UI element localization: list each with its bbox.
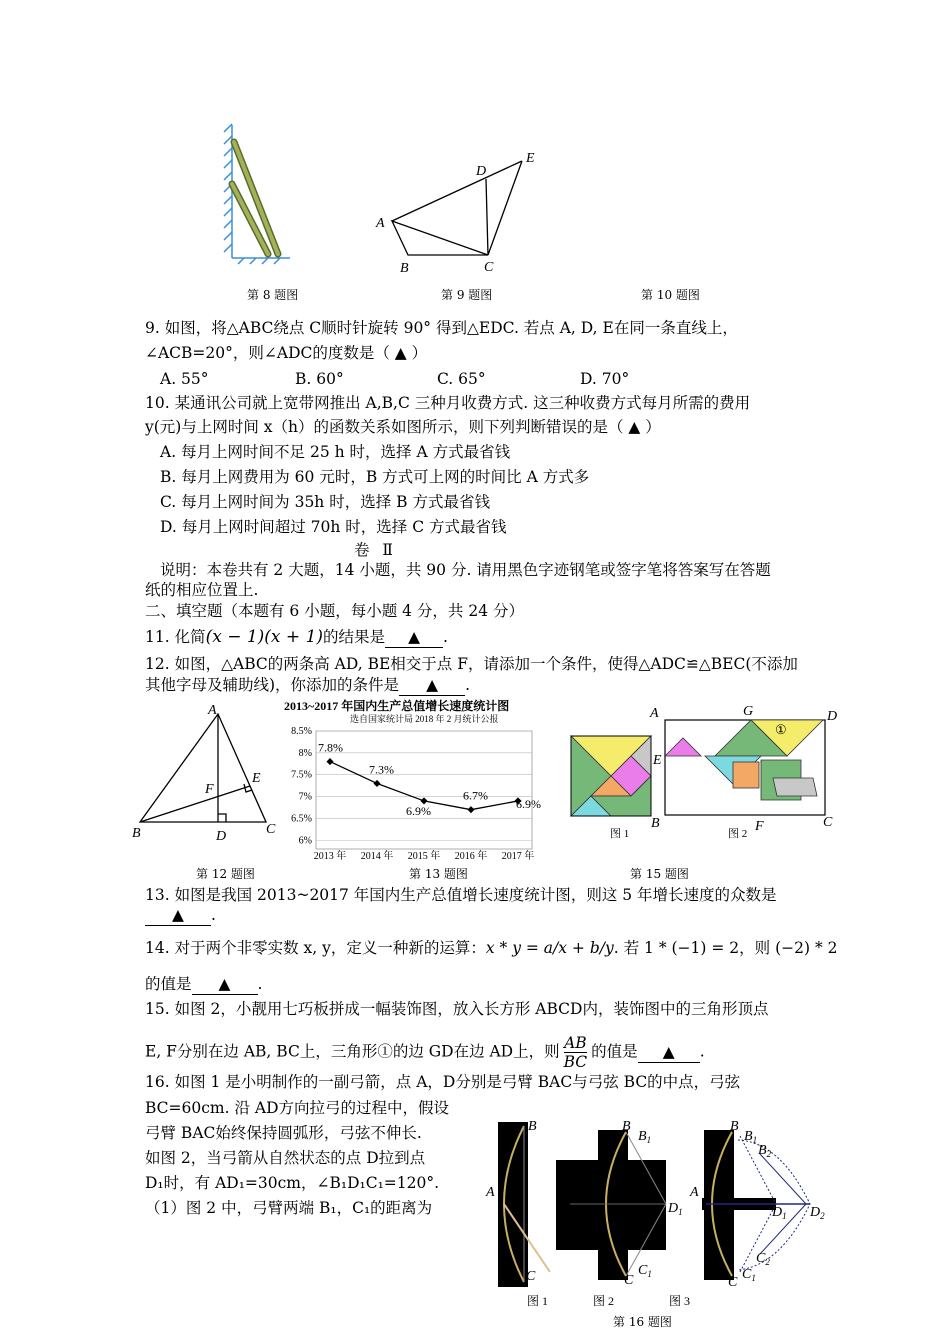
q15-line1: 15. 如图 2，小靓用七巧板拼成一幅装饰图，放入长方形 ABCD内，装饰图中的三角形顶点 — [145, 1000, 769, 1018]
fig16-2-label-b: B — [622, 1119, 631, 1134]
fig12-caption: 第 12 题图 — [196, 867, 255, 881]
chart-y-tick-label: 7.5% — [291, 769, 312, 781]
q10-line1: 10. 某通讯公司就上宽带网推出 A,B,C 三种月收费方式. 这三种收费方式每月所需的费用 — [145, 394, 751, 412]
fig16-3-d1-sub: 1 — [782, 1211, 787, 1221]
fig16-3-d1-letter: D — [772, 1205, 783, 1220]
q16-line3: 弓臂 BAC始终保持圆弧形，弓弦不伸长. — [145, 1124, 422, 1142]
q15-fraction — [564, 1034, 588, 1071]
fig16-3-label-d1 — [771, 1205, 787, 1221]
fig16-3-label-c: C — [728, 1275, 738, 1290]
fig16-3-b1-sub: 1 — [752, 1135, 758, 1145]
fig9-caption: 第 9 题图 — [441, 288, 493, 302]
fig12-label-c: C — [266, 822, 276, 837]
fig12-label-e: E — [252, 771, 261, 786]
q9-option-c: C. 65° — [437, 370, 486, 388]
q15-fraction-denominator: BC — [563, 1053, 588, 1071]
chart-data-label: 7.3% — [369, 762, 394, 777]
fig15-label-circle1: ① — [775, 722, 787, 737]
fig16-1-label-c: C — [526, 1269, 536, 1284]
figure-15 — [565, 700, 855, 845]
q16-line4: 如图 2，当弓箭从自然状态的点 D拉到点 — [145, 1149, 426, 1167]
q9-option-d: D. 70° — [580, 370, 630, 388]
q11-line — [145, 627, 448, 648]
q16-line6: （1）图 2 中，弓臂两端 B₁，C₁的距离为 — [145, 1199, 433, 1217]
q14-line2 — [145, 974, 262, 995]
chart-title: 2013~2017 年国内生产总值增长速度统计图 — [284, 699, 510, 713]
tangram-square — [571, 736, 651, 816]
fig16-3-label-b: B — [730, 1119, 739, 1134]
q15-suffix: 的值是 — [591, 1042, 638, 1061]
fig12-label-d: D — [216, 829, 227, 844]
q15-fraction-numerator: AB — [564, 1034, 587, 1052]
fig16-3-c2-sub: 2 — [765, 1257, 770, 1267]
fig16-sub2-caption: 图 2 — [593, 1294, 615, 1308]
q11-expression: (x − 1)(x + 1) — [205, 627, 324, 647]
q14-mid: . 若 1 * (−1) = 2，则 (−2) * 2 — [613, 939, 838, 957]
fig16-caption: 第 16 题图 — [613, 1315, 672, 1329]
q15-answer-blank: ▲ — [638, 1042, 700, 1063]
q13-end: . — [211, 906, 216, 924]
chart-y-tick-label: 8.5% — [291, 726, 312, 737]
q10-option-c: C. 每月上网时间为 35h 时，选择 B 方式最省钱 — [160, 493, 490, 511]
fig15-label-b: B — [651, 816, 660, 831]
fig16-3-label-c1 — [742, 1267, 756, 1283]
chart-x-tick-label: 2013 年 — [313, 851, 347, 862]
fig16-3-label-a: A — [690, 1185, 699, 1200]
fig15-label-d: D — [827, 709, 838, 724]
q12-line2-text: 其他字母及辅助线)，你添加的条件是 — [145, 676, 400, 694]
section-heading: 二、填空题（本题有 6 小题，每小题 4 分，共 24 分） — [145, 602, 525, 620]
q10-option-d: D. 每月上网时间超过 70h 时，选择 C 方式最省钱 — [160, 518, 507, 536]
fig9-label-b: B — [400, 261, 409, 276]
fig16-3-c2-letter: C — [756, 1251, 766, 1266]
chart-y-tick-label: 7% — [298, 791, 312, 803]
q14-answer-blank: ▲ — [192, 974, 258, 995]
q14-prefix: 14. 对于两个非零实数 x, y，定义一种新的运算： — [145, 939, 486, 957]
figure-8 — [220, 120, 295, 265]
fig16-3-b1-letter: B — [744, 1129, 753, 1144]
q14-line1 — [145, 938, 837, 958]
chart-x-tick-label: 2017 年 — [501, 851, 535, 862]
fig9-label-d: D — [476, 164, 487, 179]
q15-end: . — [699, 1042, 705, 1061]
figure-9 — [370, 145, 550, 280]
figure-16 — [480, 1112, 840, 1312]
q13-line2 — [145, 905, 216, 926]
fig16-3-d2-letter: D — [810, 1205, 821, 1220]
q10-option-a: A. 每月上网时间不足 25 h 时，选择 A 方式最省钱 — [160, 443, 511, 461]
q11-answer-blank: ▲ — [385, 627, 443, 648]
chart-subtitle: 选自国家统计局 2018 年 2 月统计公报 — [350, 714, 499, 724]
fig16-2-label-b1 — [638, 1129, 651, 1145]
fig16-2-d1-letter: D — [668, 1201, 679, 1216]
fig16-1-label-b: B — [528, 1119, 537, 1134]
chart-x-tick-label: 2015 年 — [407, 851, 441, 862]
chart-x-tick-label: 2014 年 — [360, 851, 394, 862]
fig12-label-b: B — [132, 826, 141, 841]
fig13-caption: 第 13 题图 — [409, 867, 468, 881]
chart-data-label: 6.7% — [463, 788, 488, 803]
q16-line2: BC=60cm. 沿 AD方向拉弓的过程中，假设 — [145, 1099, 450, 1117]
fig16-3-label-c2 — [756, 1251, 770, 1267]
chart-data-label: 6.9% — [406, 803, 431, 818]
q12-answer-blank: ▲ — [399, 675, 465, 696]
fig8-caption: 第 8 题图 — [247, 288, 299, 302]
chart-data-label: 6.9% — [516, 796, 541, 811]
chart-x-tick-label: 2016 年 — [454, 851, 488, 862]
fig12-lines — [140, 714, 266, 822]
fig9-label-a: A — [376, 216, 385, 231]
q10-option-b: B. 每月上网费用为 60 元时，B 方式可上网的时间比 A 方式多 — [160, 468, 590, 486]
chart-data-label: 7.8% — [318, 740, 343, 755]
fig16-3-b2-sub: 2 — [766, 1149, 772, 1159]
q12-line2 — [145, 675, 470, 696]
fig16-3-c1-letter: C — [742, 1267, 752, 1282]
q16-line5: D₁时，有 AD₁=30cm，∠B₁D₁C₁=120°. — [145, 1174, 440, 1192]
bow-figure-1 — [485, 1119, 550, 1287]
fig16-3-d2-sub: 2 — [820, 1211, 825, 1221]
q14-end: . — [257, 975, 263, 993]
q15-line2 — [145, 1034, 705, 1071]
bow-figure-2 — [556, 1119, 683, 1288]
fig15-label-c: C — [823, 815, 833, 830]
figure-13-line-chart — [278, 697, 553, 862]
q16-line1: 16. 如图 1 是小明制作的一副弓箭，点 A，D分别是弓臂 BAC与弓弦 BC的中点，弓弦 — [145, 1073, 741, 1091]
fig12-label-a: A — [208, 703, 217, 718]
fig15-label-g: G — [743, 704, 754, 719]
fig16-2-d1-sub: 1 — [678, 1207, 683, 1217]
fig16-2-label-d1 — [667, 1201, 683, 1217]
q9-line1: 9. 如图，将△ABC绕点 C顺时针旋转 90° 得到△EDC. 若点 A, D, E在同一条直线上， — [145, 319, 738, 337]
fig16-2-b1-sub: 1 — [646, 1135, 652, 1145]
chart-plot-frame — [316, 731, 532, 849]
q14-formula: x * y = a/x + b/y — [485, 939, 614, 957]
figure-12 — [130, 700, 290, 845]
chart-y-tick-label: 8% — [298, 747, 312, 759]
q13-answer-blank: ▲ — [145, 905, 211, 926]
part2-note-line1: 说明：本卷共有 2 大题，14 小题，共 90 分. 请用黑色字迹钢笔或签字笔将答案写在答题 — [160, 561, 771, 579]
fig16-2-b1-letter: B — [638, 1129, 647, 1144]
fig16-2-c1-sub: 1 — [647, 1269, 652, 1279]
q15-line2-text: E, F分别在边 AB, BC上，三角形①的边 GD在边 AD上，则 — [145, 1042, 560, 1061]
q11-end: . — [443, 628, 448, 646]
fig16-sub1-caption: 图 1 — [527, 1294, 549, 1308]
q12-line1: 12. 如图，△ABC的两条高 AD, BE相交于点 F，请添加一个条件，使得△ADC≌△BEC(不添加 — [145, 655, 798, 673]
fig16-3-c1-sub: 1 — [751, 1273, 756, 1283]
q9-line2: ∠ACB=20°，则∠ADC的度数是（ ▲ ） — [145, 344, 428, 362]
fig16-2-c1-letter: C — [638, 1263, 648, 1278]
fig16-3-b2-letter: B — [758, 1143, 767, 1158]
fig15-sub2-caption: 图 2 — [728, 828, 748, 840]
chart-y-tick-label: 6.5% — [291, 813, 312, 825]
fig16-3-label-d2 — [809, 1205, 825, 1221]
fig16-sub3-caption: 图 3 — [669, 1294, 691, 1308]
fig9-lines — [392, 161, 522, 255]
fig16-2-label-c: C — [624, 1273, 634, 1288]
chart-x-axis — [314, 849, 535, 862]
fig9-label-c: C — [484, 260, 494, 275]
fig15-label-a: A — [650, 706, 659, 721]
fig16-2-label-c1 — [638, 1263, 652, 1279]
fig16-1-label-a: A — [486, 1185, 495, 1200]
part2-note-line2: 纸的相应位置上. — [145, 581, 259, 599]
bamboo-poles — [232, 142, 278, 254]
chart-y-axis — [291, 726, 312, 846]
part2-title: 卷 Ⅱ — [354, 541, 397, 559]
fig15-label-e: E — [653, 753, 662, 768]
bow-figure-3 — [689, 1119, 825, 1290]
fig10-caption: 第 10 题图 — [641, 288, 700, 302]
q14-line2-text: 的值是 — [145, 975, 192, 993]
fig9-label-e: E — [526, 151, 535, 166]
q11-prefix: 11. 化简 — [145, 628, 206, 646]
q12-end: . — [465, 676, 470, 694]
fig15-sub1-caption: 图 1 — [610, 828, 630, 840]
fig12-label-f: F — [205, 782, 214, 797]
chart-y-tick-label: 6% — [298, 835, 312, 847]
q11-suffix: 的结果是 — [323, 628, 386, 646]
q13-line1: 13. 如图是我国 2013~2017 年国内生产总值增长速度统计图，则这 5 年增长速度的众数是 — [145, 886, 777, 904]
q9-option-b: B. 60° — [295, 370, 344, 388]
fig15-caption: 第 15 题图 — [630, 867, 689, 881]
fig15-label-f: F — [755, 819, 764, 834]
q9-option-a: A. 55° — [160, 370, 209, 388]
fig16-3-label-b1 — [744, 1129, 757, 1145]
fig16-3-label-b2 — [758, 1143, 772, 1159]
q10-line2: y(元)与上网时间 x（h）的函数关系如图所示，则下列判断错误的是（ ▲ ） — [145, 418, 661, 436]
